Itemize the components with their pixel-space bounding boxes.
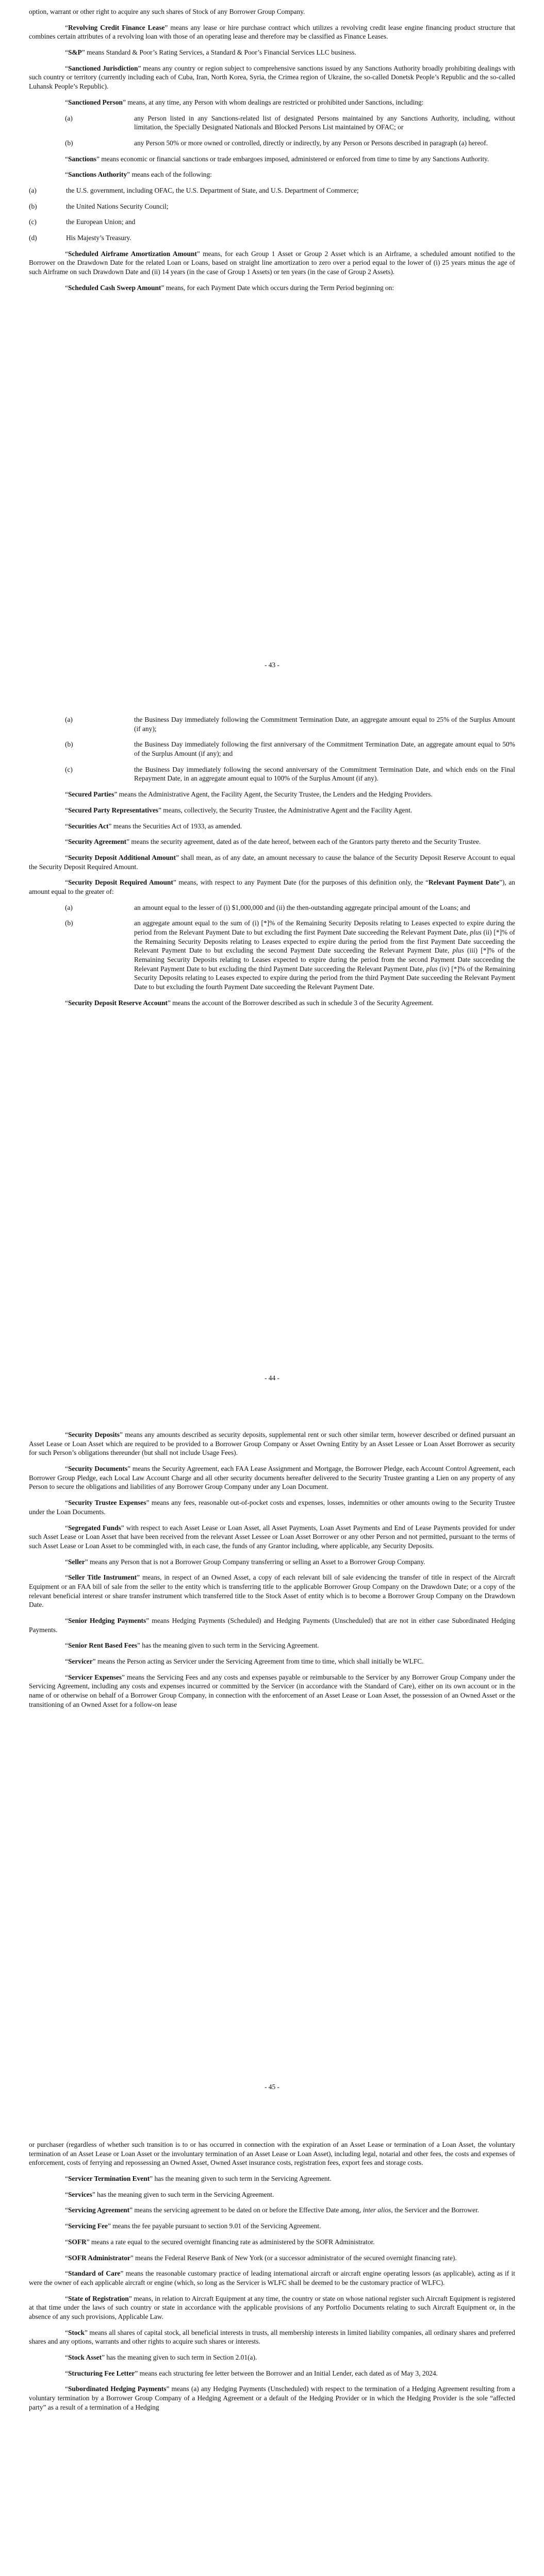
defined-term: SOFR: [68, 2238, 87, 2246]
definition-paragraph: “Security Deposit Reserve Account” means the account of the Borrower described as such in schedule 3 of the Security Agreement.: [65, 998, 434, 1007]
definition-paragraph: “S&P” means Standard & Poor’s Rating Services, a Standard & Poor’s Financial Services LLC business.: [65, 48, 356, 57]
defined-term: S&P: [68, 48, 82, 57]
definition-paragraph: “Sanctioned Jurisdiction” means any country or region subject to comprehensive sanctions issued by any Sanctions Authority broadly prohibiting dealings with such country or territory (currently including each of Cuba, Iran, North Korea, Syria, the Crimea region of Ukraine, the so-called Donetsk People’s Republic and the so-called Luhansk People’s Republic).: [29, 64, 515, 91]
list-item-label: (a): [29, 186, 37, 194]
list-item-label: (d): [29, 234, 37, 242]
defined-term: Seller: [68, 1557, 85, 1566]
defined-term: Relevant Payment Date: [428, 878, 500, 887]
definition-paragraph: “SOFR” means a rate equal to the secured overnight financing rate as administered by the SOFR Administrator.: [65, 2238, 375, 2246]
definition-paragraph: “Scheduled Airframe Amortization Amount” means, for each Group 1 Asset or Group 2 Asset which is an Airframe, a scheduled amount notified to the Borrower on the Drawdown Date for the related Loan or Loans, based on straight line amortization to zero over a period equal to the lower of (i) 25 years minus the age of such Airframe on such Drawdown Date and (ii) 14 years (in the case of Group 1 Assets) or ten years (in the case of Group 2 Assets).: [29, 249, 515, 276]
list-item: [29, 186, 515, 195]
list-item-label: (a): [65, 903, 73, 911]
italic-text: inter alios: [362, 2206, 391, 2214]
list-item-text: an amount equal to the lesser of (i) $1,000,000 and (ii) the then-outstanding aggregate principal amount of the Loans; and: [134, 903, 470, 911]
definition-paragraph: “Seller Title Instrument” means, in respect of an Owned Asset, a copy of each relevant bill of sale evidencing the transfer of title in respect of the Aircraft Equipment or an FAA bill of sale from the seller to the entity which is transferring title to the applicable Borrower Group Company on the Drawdown Date; or a copy of the relevant beneficial interest or share transfer instrument which transferred title to the Stock Asset of entity which is to become a Borrower Group Company on the Drawdown Date.: [29, 1573, 515, 1609]
defined-term: Scheduled Cash Sweep Amount: [68, 283, 161, 292]
list-item-label: (b): [65, 740, 73, 749]
list-item-label: (b): [65, 919, 73, 927]
definition-paragraph: “Standard of Care” means the reasonable customary practice of leading international aircraft or aircraft engine operating lessors (as applicable), acting as if it were the owner of each applicable aircraft or engine (which, so long as the Servicer is WLFC shall be deemed to be the customary practice of WLFC).: [29, 2269, 515, 2286]
definition-paragraph: “Security Deposit Additional Amount” shall mean, as of any date, an amount necessary to cause the balance of the Security Deposit Reserve Account to equal the Security Deposit Required Amount.: [29, 853, 515, 871]
list-item-text: any Person listed in any Sanctions-related list of designated Persons maintained by any Sanctions Authority, including, without limitation, the Specially Designated Nationals and Blocked Persons List maintained by OFAC; or: [134, 114, 515, 131]
definition-paragraph: “Services” has the meaning given to such term in the Servicing Agreement.: [65, 2190, 274, 2198]
definition-paragraph: “Senior Rent Based Fees” has the meaning given to such term in the Servicing Agreement.: [65, 1641, 319, 1650]
list-item: [29, 114, 515, 132]
defined-term: Security Deposit Additional Amount: [68, 853, 176, 861]
defined-term: Seller Title Instrument: [68, 1573, 137, 1582]
page-number: - 44 -: [264, 1374, 279, 1382]
list-item: [29, 919, 515, 992]
defined-term: Revolving Credit Finance Lease: [68, 23, 165, 31]
definition-paragraph: “Servicing Fee” means the fee payable pursuant to section 9.01 of the Servicing Agreement.: [65, 2222, 321, 2230]
page-number: - 45 -: [264, 2083, 279, 2091]
list-item: [29, 740, 515, 758]
document-page: [0, 2140, 544, 2418]
page-number: - 43 -: [264, 661, 279, 669]
list-item-label: (b): [65, 139, 73, 147]
defined-term: Secured Parties: [68, 790, 114, 799]
definition-paragraph: “Scheduled Cash Sweep Amount” means, for each Payment Date which occurs during the Term Period beginning on:: [65, 283, 394, 292]
definition-paragraph: “Structuring Fee Letter” means each structuring fee letter between the Borrower and an Initial Lender, each dated as of May 3, 2024.: [65, 2369, 438, 2377]
definition-paragraph: “State of Registration” means, in relation to Aircraft Equipment at any time, the country or state on whose national register such Aircraft Equipment is registered at that time under the laws of such country or state in accordance with the applicable provisions of any Portfolio Documents relating to such Aircraft Equipment or, in the absence of any such provisions, Applicable Law.: [29, 2294, 516, 2320]
list-item: [29, 903, 515, 912]
defined-term: Standard of Care: [68, 2269, 121, 2278]
definition-paragraph: “Seller” means any Person that is not a Borrower Group Company transferring or selling an Asset to a Borrower Group Company.: [65, 1557, 425, 1566]
italic-text: plus: [426, 964, 438, 973]
definition-paragraph: “Servicer Termination Event” has the meaning given to such term in the Servicing Agreement.: [65, 2175, 332, 2183]
list-item-text: the Business Day immediately following the first anniversary of the Commitment Termination Date, an aggregate amount equal to 50% of the Surplus Amount (if any); and: [134, 740, 515, 758]
list-item: [29, 139, 515, 148]
definition-paragraph: “Sanctions” means economic or financial sanctions or trade embargoes imposed, administered or enforced from time to time by any Sanctions Authority.: [65, 155, 489, 163]
italic-text: plus: [452, 946, 464, 955]
definition-paragraph: “Sanctioned Person” means, at any time, any Person with whom dealings are restricted or prohibited under Sanctions, including:: [65, 98, 424, 106]
defined-term: Security Deposit Required Amount: [68, 878, 173, 887]
list-item-text: the Business Day immediately following the second anniversary of the Commitment Termination Date, and which ends on the Final Repayment Date, in an aggregate amount equal to 100% of the Surplus Amount (if any).: [134, 765, 515, 783]
list-item-text: the Business Day immediately following the Commitment Termination Date, an aggregate amount equal to 25% of the Surplus Amount (if any);: [134, 716, 515, 733]
defined-term: Security Agreement: [68, 838, 127, 846]
defined-term: Senior Hedging Payments: [68, 1617, 146, 1624]
list-item-label: (b): [29, 202, 37, 210]
defined-term: Security Documents: [68, 1465, 128, 1473]
defined-term: SOFR Administrator: [68, 2253, 130, 2262]
body-paragraph: option, warrant or other right to acquire any such shares of Stock of any Borrower Group Company.: [29, 8, 305, 15]
document-page: [0, 7, 544, 299]
definition-paragraph: “Servicer” means the Person acting as Servicer under the Servicing Agreement from time to time, which shall initially be WLFC.: [65, 1657, 424, 1666]
defined-term: Sanctioned Person: [68, 98, 123, 106]
italic-text: plus: [470, 928, 482, 936]
body-paragraph: or purchaser (regardless of whether such transition is to or has occurred in connection with the expiration of an Asset Lease or termination of a Loan Asset, the voluntary termination of an Asset Lease or Loan Asset or the involuntary termination of an Asset Lease or Loan Asset), including legal, notarial and other fees, the costs and expenses of enforcement, costs of ferrying and repossessing an Owned Asset, Owned Asset insurance costs, registration fees, export fees and storage costs.: [29, 2141, 515, 2167]
list-item-label: (a): [65, 716, 73, 723]
list-item-text: the United Nations Security Council;: [66, 202, 169, 210]
defined-term: Subordinated Hedging Payments: [68, 2385, 167, 2393]
list-item-text: any Person 50% or more owned or controlled, directly or indirectly, by any Person or Persons described in paragraph (a) hereof.: [134, 139, 488, 147]
list-item: [29, 233, 515, 243]
defined-term: Servicer Termination Event: [68, 2175, 150, 2183]
defined-term: Sanctions: [68, 155, 97, 163]
defined-term: Servicer: [68, 1657, 93, 1666]
definition-paragraph: “Secured Party Representatives” means, collectively, the Security Trustee, the Administrative Agent and the Facility Agent.: [65, 806, 413, 814]
defined-term: State of Registration: [68, 2294, 129, 2302]
defined-term: Security Deposit Reserve Account: [68, 998, 168, 1007]
defined-term: Stock: [68, 2328, 85, 2336]
definition-paragraph: “Stock Asset” has the meaning given to such term in Section 2.01(a).: [65, 2353, 257, 2361]
list-item-label: (c): [65, 765, 73, 773]
defined-term: Security Trustee Expenses: [68, 1499, 146, 1507]
defined-term: Servicing Fee: [68, 2222, 108, 2230]
list-item: [29, 217, 515, 227]
definition-paragraph: “Servicing Agreement” means the servicing agreement to be dated on or before the Effective Date among, inter alios, the Servicer and the Borrower.: [65, 2206, 480, 2214]
definition-paragraph: “Security Documents” means the Security Agreement, each FAA Lease Assignment and Mortgage, the Borrower Pledge, each Account Control Agreement, each Borrower Group Pledge, each Local Law Account Charge and all other security documents hereafter delivered to the Security Trustee granting a Lien on any property of any Person to secure the obligations and liabilities of any Borrower Group Company under any Loan Document.: [29, 1465, 515, 1491]
definition-paragraph: “Segregated Funds” with respect to each Asset Lease or Loan Asset, all Asset Payments, Loan Asset Payments and End of Lease Payments provided for under such Asset Lease or Loan Asset that have been received from the relevant Asset Lessee or Loan Asset Borrower or any other Person and not permitted, pursuant to the terms of such Asset Lease or Loan Asset to be commingled with, in each case, the funds of any Grantor including, where applicable, any Security Deposits.: [29, 1523, 515, 1550]
definition-paragraph: “Security Deposits” means any amounts described as security deposits, supplemental rent or such other similar term, however described or defined pursuant an Asset Lease or Loan Asset which are required to be provided to a Borrower Group Company or Asset Owning Entity by an Asset Lessee or Loan Asset Borrower as security for such Person’s obligations thereunder (but shall not include Usage Fees).: [29, 1431, 515, 1457]
defined-term: Servicing Agreement: [68, 2206, 130, 2214]
document-page: [0, 1430, 544, 1716]
list-item-text: the European Union; and: [66, 218, 136, 226]
list-item: [29, 202, 515, 211]
list-item: [29, 765, 515, 783]
list-item-text: an aggregate amount equal to the sum of (i) [*]% of the Remaining Security Deposits relating to Leases expected to expire during the period from the Relevant Payment Date to but excluding the first Payment Date succeeding the Relevant Payment Date, plus (ii) [*]% of the Remaining Security Deposits relating to Leases expected to expire during the period from the first Payment Date succeeding the Relevant Payment Date to but excluding the second Payment Date succeeding the Relevant Payment Date, plus (iii) [*]% of the Remaining Security Deposits relating to Leases expected to expire during the period from the second Payment Date succeeding the Relevant Payment Date to but excluding the third Payment Date succeeding the Relevant Payment Date, plus (iv) [*]% of the Remaining Security Deposits relating to Leases expected to expire during the period from the third Payment Date succeeding the Relevant Payment Date to but excluding the fourth Payment Date succeeding the Relevant Payment Date.: [134, 919, 515, 991]
list-item-label: (a): [65, 114, 73, 122]
definition-paragraph: “SOFR Administrator” means the Federal Reserve Bank of New York (or a successor administrator of the secured overnight financing rate).: [65, 2253, 457, 2262]
list-item-label: (c): [29, 218, 37, 226]
defined-term: Scheduled Airframe Amortization Amount: [68, 249, 197, 258]
defined-term: Services: [68, 2190, 92, 2198]
defined-term: Sanctioned Jurisdiction: [68, 64, 138, 72]
definition-paragraph: “Security Deposit Required Amount” means, with respect to any Payment Date (for the purposes of this definition only, the “Relevant Payment Date”), an amount equal to the greater of:: [29, 878, 515, 895]
defined-term: Secured Party Representatives: [68, 806, 158, 814]
definition-paragraph: “Senior Hedging Payments” means Hedging Payments (Scheduled) and Hedging Payments (Unscheduled) that are not in either case Subordinated Hedging Payments.: [29, 1617, 515, 1634]
definition-paragraph: “Subordinated Hedging Payments” means (a) any Hedging Payments (Unscheduled) with respect to the termination of a Hedging Agreement resulting from a voluntary termination by a Borrower Group Company of a Hedging Agreement or a default of the Hedging Provider or in which the Hedging Provider is the sole “affected party” as a result of a termination of a Hedging: [29, 2385, 515, 2411]
defined-term: Stock Asset: [68, 2353, 102, 2361]
definition-paragraph: “Security Agreement” means the security agreement, dated as of the date hereof, between each of the Grantors party thereto and the Security Trustee.: [65, 838, 481, 846]
defined-term: Securities Act: [68, 822, 109, 830]
defined-term: Structuring Fee Letter: [68, 2369, 135, 2377]
document-page: [0, 715, 544, 1014]
definition-paragraph: “Revolving Credit Finance Lease” means any lease or hire purchase contract which utilizes a revolving credit lease engine financing product structure that combines certain attributes of a revolving loan with those of an operating lease and therefore may be classified as Finance Leases.: [29, 23, 515, 41]
definition-paragraph: “Securities Act” means the Securities Act of 1933, as amended.: [65, 822, 242, 830]
defined-term: Servicer Expenses: [68, 1673, 122, 1681]
list-item: [29, 715, 515, 733]
list-item-text: His Majesty’s Treasury.: [66, 234, 131, 242]
defined-term: Segregated Funds: [68, 1523, 121, 1532]
list-item-text: the U.S. government, including OFAC, the U.S. Department of State, and U.S. Department of Commerce;: [66, 186, 359, 194]
definition-paragraph: “Servicer Expenses” means the Servicing Fees and any costs and expenses payable or reimbursable to the Servicer by any Borrower Group Company under the Servicing Agreement, including any costs and expenses incurred or committed by the Servicer (in accordance with the Standard of Care), either on its own account or in the name of or otherwise on behalf of a Borrower Group Company, in connection with the enforcement of an Asset Lease or Loan Asset, the possession of an Owned Asset or the transitioning of an Owned Asset for a follow-on lease: [29, 1673, 515, 1708]
definition-paragraph: “Secured Parties” means the Administrative Agent, the Facility Agent, the Security Trustee, the Lenders and the Hedging Providers.: [65, 790, 433, 799]
definition-paragraph: “Stock” means all shares of capital stock, all beneficial interests in trusts, all membership interests in limited liability companies, all ordinary shares and preferred shares and any options, warrants and other rights to acquire such shares or interests.: [29, 2328, 515, 2346]
defined-term: Sanctions Authority: [68, 171, 127, 179]
defined-term: Senior Rent Based Fees: [68, 1641, 137, 1650]
definition-paragraph: “Sanctions Authority” means each of the following:: [65, 171, 212, 179]
definition-paragraph: “Security Trustee Expenses” means any fees, reasonable out-of-pocket costs and expenses, losses, indemnities or other amounts owing to the Security Trustee under the Loan Documents.: [29, 1499, 515, 1516]
defined-term: Security Deposits: [68, 1431, 120, 1438]
